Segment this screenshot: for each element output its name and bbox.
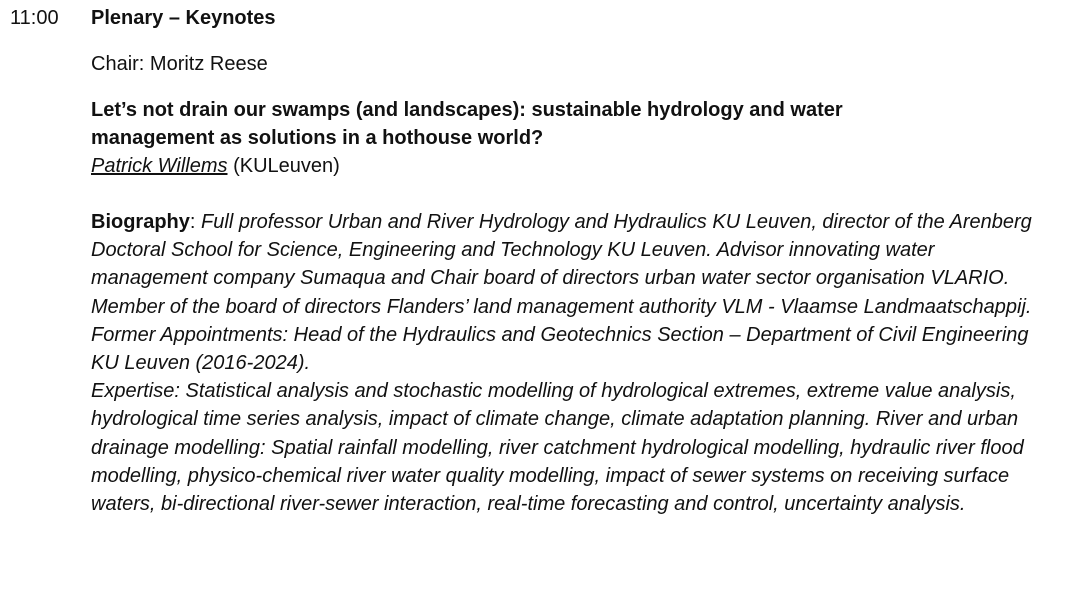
biography-text: Full professor Urban and River Hydrology and Hydraulics KU Leuven, director of the Arenberg Doctoral School for Science, Engineering and Technology KU Leuven. Advisor innovating water management company Sumaqua and Chair board of directors urban water sector organisation VLARIO. Member of the board of directors Flanders’ land management authority VLM - Vlaamse Landmaatschappij. Former Appointments: Head of the Hydraulics and Geotechnics Section – Department of Civil Engineering KU Leuven (2016-2024). <box>91 211 1032 375</box>
biography-colon: : <box>189 211 196 233</box>
session-chair: Chair: Moritz Reese <box>91 53 268 75</box>
biography-label: Biography <box>91 211 190 233</box>
biography <box>91 208 1056 518</box>
session-time: 11:00 <box>10 7 59 29</box>
speaker-affiliation: (KULeuven) <box>233 155 340 177</box>
speaker-line <box>91 152 1061 180</box>
talk-title: Let’s not drain our swamps (and landscapes): sustainable hydrology and water management as solutions in a hothouse world? <box>91 99 843 149</box>
expertise-text: Expertise: Statistical analysis and stochastic modelling of hydrological extremes, extreme value analysis, hydrological time series analysis, impact of climate change, climate adaptation planning. River and urban drainage modelling: Spatial rainfall modelling, river catchment hydrological modelling, hydraulic river flood modelling, physico-chemical river water quality modelling, impact of sewer systems on receiving surface waters, bi-directional river-sewer interaction, real-time forecasting and control, uncertainty analysis. <box>91 380 1024 516</box>
speaker-name-link[interactable]: Patrick Willems <box>91 155 228 177</box>
session-content <box>91 4 1061 518</box>
session-title: Plenary – Keynotes <box>91 7 276 29</box>
